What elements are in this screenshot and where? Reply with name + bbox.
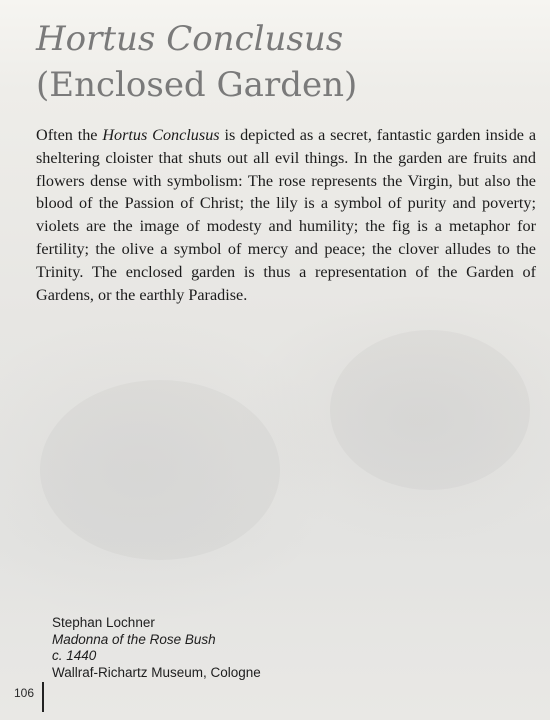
background-shading xyxy=(330,330,530,490)
caption-date: c. 1440 xyxy=(52,648,97,663)
body-text-rest: is depicted as a secret, fantastic garden inside a sheltering cloister that shuts out all evil things. In the garden are fruits and flowers dense with symbolism: The rose represents the Virgin, but also the blood of the Passion of Christ; the lily is a symbol of purity and poverty; violets are the image of modesty and humility; the fig is a metaphor for fertility; the olive a symbol of mercy and peace; the clover alludes to the Trinity. The enclosed garden is thus a representation of the Garden of Gardens, or the earthly Paradise. xyxy=(36,126,536,304)
caption-location: Wallraf-Richartz Museum, Cologne xyxy=(52,664,261,680)
caption-artist: Stephan Lochner xyxy=(52,615,155,630)
image-caption xyxy=(52,615,472,681)
background-shading xyxy=(40,380,280,560)
body-text-start: Often the xyxy=(36,126,103,144)
body-paragraph xyxy=(36,124,536,306)
title-line-subtitle: (Enclosed Garden) xyxy=(36,65,358,105)
margin-rule xyxy=(42,682,44,712)
page-number: 106 xyxy=(14,686,35,700)
body-text-emphasis: Hortus Conclusus xyxy=(102,126,220,144)
title-line-italic: Hortus Conclusus xyxy=(36,19,344,59)
caption-work-title: Madonna of the Rose Bush xyxy=(52,631,216,647)
page-title xyxy=(36,16,536,108)
